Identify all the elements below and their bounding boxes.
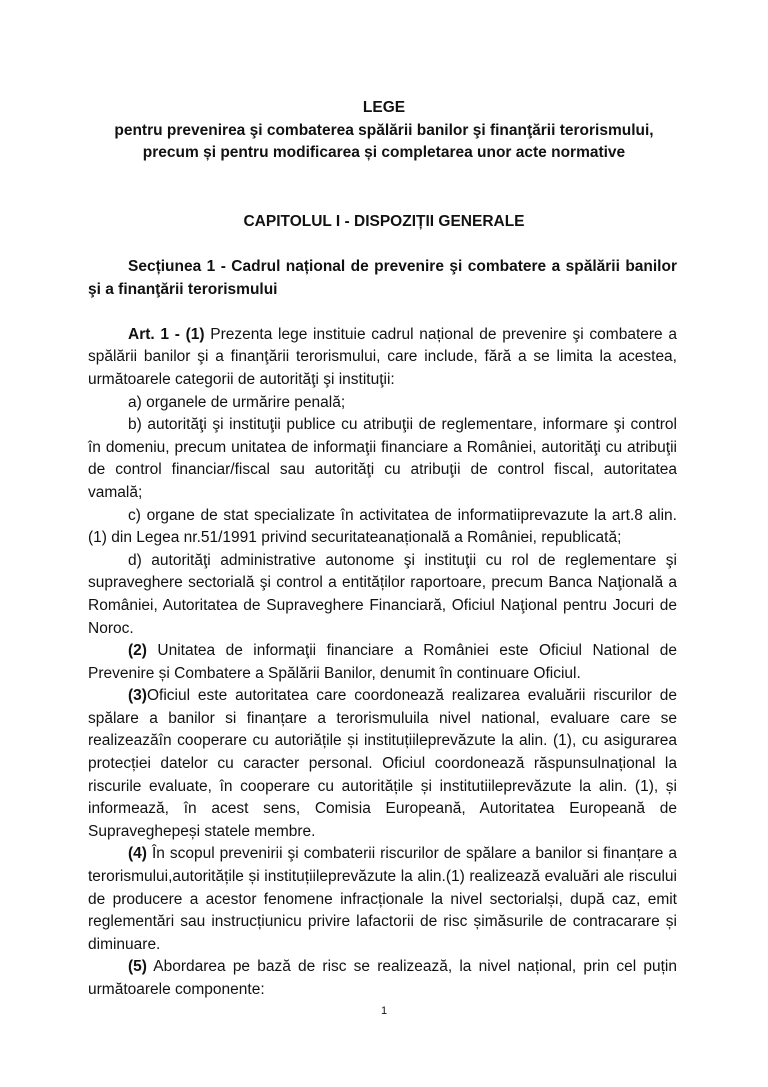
list-item-c: c) organe de stat specializate în activitatea de informatiiprevazute la art.8 alin.(1) din Legea nr.51/1991 privind securitateanațională a României, republicată; bbox=[88, 506, 677, 547]
paragraph-5 bbox=[88, 956, 677, 1001]
paragraph-3 bbox=[88, 685, 677, 843]
document-body bbox=[88, 256, 677, 1002]
article-1-label: Art. 1 - (1) bbox=[128, 325, 205, 343]
title-line-1: LEGE bbox=[362, 99, 406, 116]
paragraph-3-label: (3) bbox=[128, 687, 147, 705]
section-heading: Secțiunea 1 - Cadrul național de prevenire şi combatere a spălării banilor şi a finanţării terorismului bbox=[88, 258, 677, 298]
paragraph-3-text: Oficiul este autoritatea care coordonează realizarea evaluării riscurilor de spălare a banilor si finanțare a terorismuluila nivel national, evaluare care se realizeazăîn cooperare cu autoriățile și instituțiileprevăzute la alin. (1), cu asigurarea protecției datelor cu caracter personal. Oficiul coordonează răspunsulnațional la riscurile evaluate, în cooperare cu autoritățile și institutiileprevăzute la alin. (1), și informează, în acest sens, Comisia Europeană, Autoritatea Europeană de Supravegheреși statele membre. bbox=[88, 687, 677, 840]
title-line-2: pentru prevenirea şi combaterea spălării banilor şi finanţării terorismului, bbox=[114, 121, 654, 139]
list-item-b: b) autorităţi şi instituţii publice cu atribuţii de reglementare, informare şi control în domeniu, precum unitatea de informaţii financiare a României, autorităţi cu atribuţii de control financiar/fiscal sau autorităţi cu atribuţii de control fiscal, autoritatea vamală; bbox=[88, 416, 677, 501]
list-item-d: d) autorităţi administrative autonome şi instituţii cu rol de reglementare şi supraveghere sectorială şi control a entităților raportoare, precum Banca Naţională a României, Autoritatea de Supraveghere Financiară, Oficiul Naţional pentru Jocuri de Noroc. bbox=[88, 551, 677, 637]
paragraph-4-label: (4) bbox=[128, 845, 147, 863]
paragraph-2-label: (2) bbox=[128, 642, 147, 660]
paragraph-4-text: În scopul prevenirii şi combaterii riscurilor de spălare a banilor si finanțare a terorismului,autoritățile și instituțiileprevăzute la alin.(1) realizează evaluări ale riscului de producere a acestor fenomene infracționale la nivel sectorialși, după caz, emit reglementări sau instrucțiunicu privire lafactorii de risc șimăsurile de contracarare și diminuare. bbox=[88, 845, 677, 953]
law-title bbox=[0, 97, 768, 165]
paragraph-2 bbox=[88, 640, 677, 685]
paragraph-4 bbox=[88, 843, 677, 956]
article-1-paragraph-1 bbox=[88, 324, 677, 392]
chapter-heading: CAPITOLUL I - DISPOZIȚII GENERALE bbox=[243, 213, 525, 230]
list-item-a: a) organele de urmărire penală; bbox=[128, 393, 346, 411]
paragraph-5-text: Abordarea pe bază de risc se realizează, la nivel național, prin cel puțin următoarele componente: bbox=[88, 958, 677, 998]
paragraph-5-label: (5) bbox=[128, 958, 147, 976]
paragraph-2-text: Unitatea de informaţii financiare a României este Oficiul National de Prevenire și Combatere a Spălării Banilor, denumit în continuare Oficiul. bbox=[88, 642, 677, 682]
article-1-text: Prezenta lege instituie cadrul național de prevenire şi combatere a spălării banilor şi a finanţării terorismului, care include, fără a se limita la acestea, următoarele categorii de autorităţi şi instituţii: bbox=[88, 325, 677, 388]
page-number: 1 bbox=[380, 1005, 388, 1017]
title-line-3: precum și pentru modificarea și completarea unor acte normative bbox=[142, 144, 626, 161]
